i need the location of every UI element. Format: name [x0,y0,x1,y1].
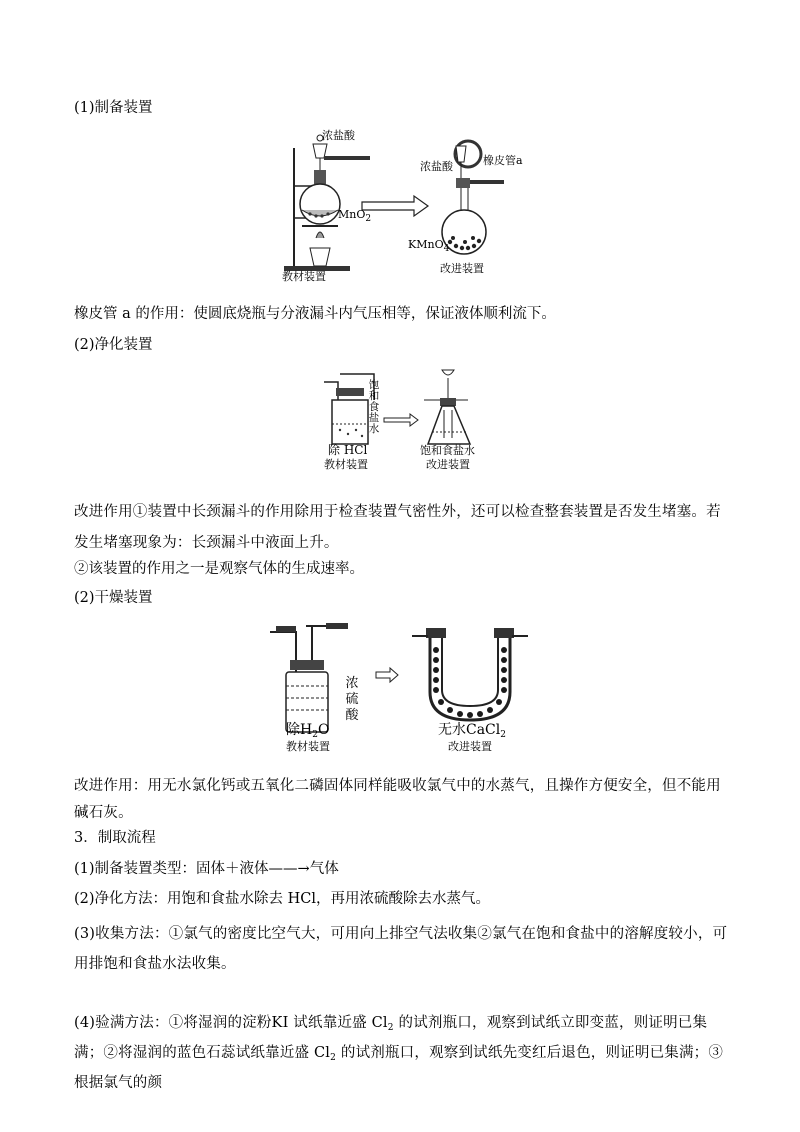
section-heading-process: 3．制取流程 [74,830,156,846]
caption-textbook-purification: 教材装置 [324,458,368,471]
process-item-4-part-c: 的试剂瓶口，观察到试纸先变红后退色，则证明已集满；③根据氯气的颜 [74,1045,724,1091]
label-remove-water [286,722,329,738]
label-kmno4-text: KMnO [408,238,444,251]
label-mno2 [338,208,372,224]
figure-preparation-apparatus [280,126,540,286]
purification-explanation-1: 改进作用①装置中长颈漏斗的作用除用于检查装置气密性外，还可以检查整套装置是否发生堵塞。若发生堵塞现象为：长颈漏斗中液面上升。 [74,504,721,551]
label-kmno4-sub: 4 [443,244,450,254]
label-remove-water-sub: 2 [312,730,318,740]
process-item-3: (3)收集方法：①氯气的密度比空气大，可用向上排空气法收集②氯气在饱和食盐中的溶解度较小，可用排饱和食盐水法收集。 [74,926,728,972]
label-mno2-sub: 2 [365,214,372,224]
process-item-4-sub-1: 2 [387,1023,394,1033]
caption-improved-preparation: 改进装置 [440,262,484,275]
caption-improved-drying: 改进装置 [448,740,492,753]
caption-textbook-drying: 教材装置 [286,740,330,753]
figure-drying-apparatus [266,620,526,758]
process-item-4-part-a: (4)验满方法：①将湿润的淀粉KI 试纸靠近盛 Cl [74,1015,388,1031]
rubber-tube-explanation: 橡皮管 a 的作用：使圆底烧瓶与分液漏斗内气压相等，保证液体顺利流下。 [74,306,556,322]
label-anhydrous-cacl2 [438,722,506,738]
caption-textbook-preparation: 教材装置 [282,270,326,283]
label-remove-water-text: 除H [286,722,313,738]
drying-explanation: 改进作用：用无水氯化钙或五氧化二磷固体同样能吸收氯气中的水蒸气，且操作方便安全，但不能用碱石灰。 [74,778,721,821]
label-cacl2-text: 无水CaCl [438,722,501,738]
label-conc-hcl-right: 浓盐酸 [420,160,453,173]
section-heading-drying: (2)干燥装置 [74,590,153,606]
label-rubber-tube-a: 橡皮管a [483,154,523,167]
process-item-4-sub-2: 2 [330,1053,337,1063]
caption-improved-purification: 改进装置 [426,458,470,471]
process-item-4-part-b: 的试剂瓶口，观察到试纸立即变蓝，则证明已集满；②将湿润的蓝色石蕊试纸靠近盛 Cl [74,1015,708,1061]
process-item-1: (1)制备装置类型：固体＋液体——→气体 [74,861,339,877]
label-remove-water-end: O [317,722,330,738]
label-saturated-brine: 饱和食盐水 [420,444,475,457]
section-heading-purification: (2)净化装置 [74,337,153,353]
label-mno2-text: MnO [338,208,366,221]
label-conc-hcl-left: 浓盐酸 [322,129,355,142]
label-kmno4 [408,238,450,254]
purification-explanation-2: ②该装置的作用之一是观察气体的生成速率。 [74,561,364,577]
label-conc-sulfuric-acid: 浓硫酸 [345,676,359,723]
preparation-apparatus-drawing [280,126,540,286]
label-remove-hcl: 除 HCl [328,443,368,457]
process-item-4 [74,1008,734,1091]
figure-purification-apparatus [318,360,488,472]
section-heading-preparation: (1)制备装置 [74,100,153,116]
label-cacl2-sub: 2 [500,730,506,740]
label-vertical-saturated-brine: 饱和食盐水 [368,379,380,435]
process-item-2: (2)净化方法：用饱和食盐水除去 HCl，再用浓硫酸除去水蒸气。 [74,891,491,907]
